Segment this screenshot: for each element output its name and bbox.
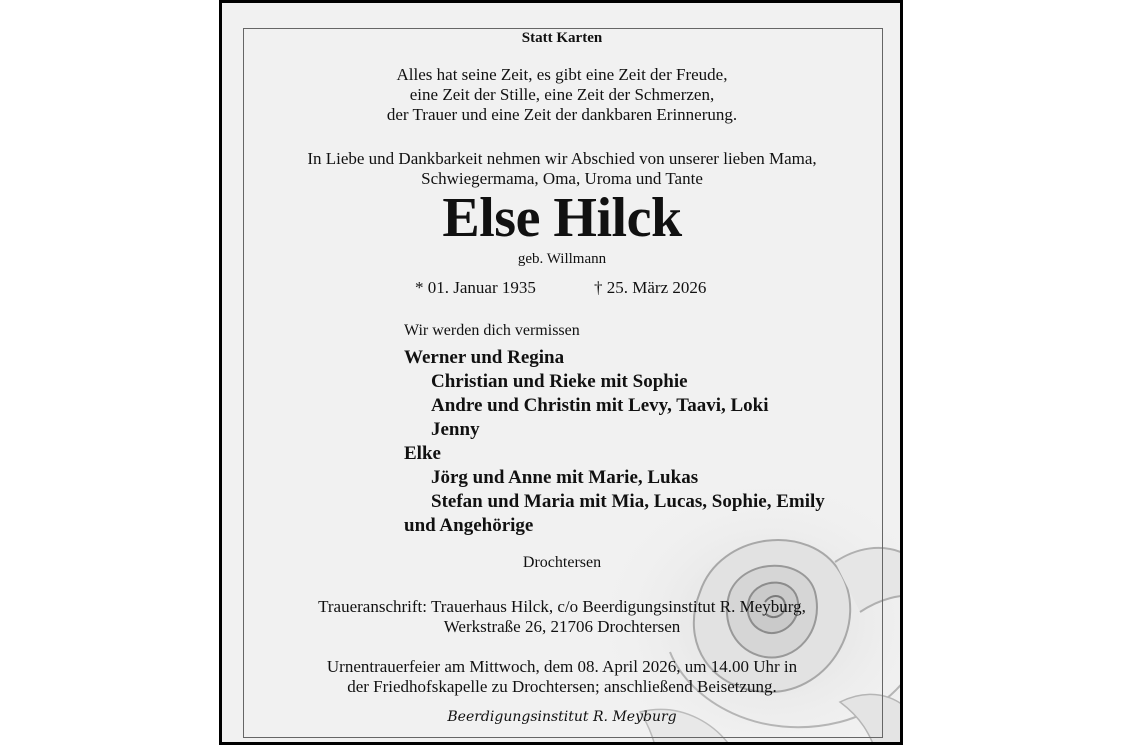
address-line-1: Traueranschrift: Trauerhaus Hilck, c/o Beerdigungsinstitut R. Meyburg, [318, 597, 806, 616]
intro-line-1: In Liebe und Dankbarkeit nehmen wir Abschied von unserer lieben Mama, [307, 149, 817, 168]
miss-line: Wir werden dich vermissen [404, 322, 580, 339]
family-line: Jörg und Anne mit Marie, Lukas [431, 467, 699, 488]
place: Drochtersen [522, 554, 602, 571]
ceremony-line-2: der Friedhofskapelle zu Drochtersen; anschließend Beisetzung. [347, 677, 777, 696]
family-line: Stefan und Maria mit Mia, Lucas, Sophie, Emily [431, 491, 825, 512]
deceased-name: Else Hilck [442, 187, 682, 249]
death-date: † 25. März 2026 [594, 278, 707, 297]
family-line: Werner und Regina [404, 347, 565, 368]
signature: Beerdigungsinstitut R. Meyburg [447, 709, 677, 725]
poem-line-2: eine Zeit der Stille, eine Zeit der Schmerzen, [409, 85, 715, 104]
poem-line-3: der Trauer und eine Zeit der dankbaren Erinnerung. [386, 105, 738, 124]
birth-name: geb. Willmann [517, 251, 607, 267]
family-line: und Angehörige [404, 515, 534, 536]
poem-line-1: Alles hat seine Zeit, es gibt eine Zeit der Freude, [396, 65, 728, 84]
header-statt-karten: Statt Karten [521, 30, 603, 46]
intro-line-2: Schwiegermama, Oma, Uroma und Tante [421, 169, 703, 188]
family-line: Jenny [431, 419, 480, 440]
family-line: Christian und Rieke mit Sophie [431, 371, 688, 392]
ceremony-line-1: Urnentrauerfeier am Mittwoch, dem 08. April 2026, um 14.00 Uhr in [326, 657, 798, 676]
family-list [404, 346, 825, 538]
family-line: Andre und Christin mit Levy, Taavi, Loki [431, 395, 769, 416]
address-line-2: Werkstraße 26, 21706 Drochtersen [443, 617, 681, 636]
birth-date: * 01. Januar 1935 [415, 278, 536, 297]
family-line: Elke [404, 443, 441, 464]
obituary-notice [219, 0, 903, 745]
